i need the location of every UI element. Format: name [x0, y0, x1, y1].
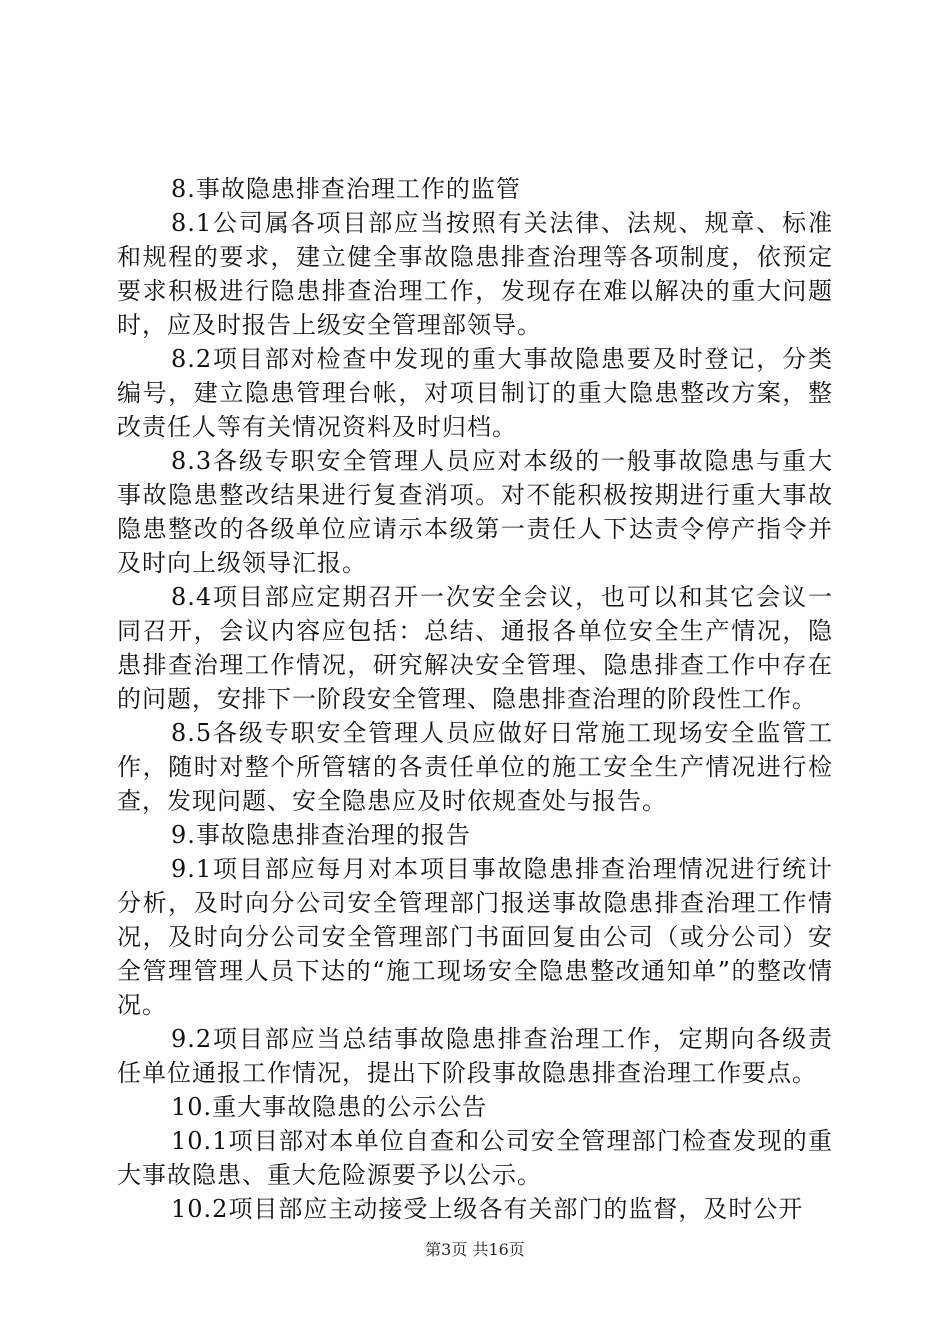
paragraph-10-2: 10.2项目部应主动接受上级各有关部门的监督，及时公开 — [171, 1195, 804, 1223]
section-heading-10: 10.重大事故隐患的公示公告 — [171, 1093, 488, 1121]
page-footer — [0, 1240, 950, 1260]
section-heading-8: 8.事故隐患排查治理工作的监管 — [171, 175, 521, 203]
paragraph-8-5: 8.5各级专职安全管理人员应做好日常施工现场安全监管工作，随时对整个所管辖的各责任单位的施工安全生产情况进行检查，发现问题、安全隐患应及时依规查处与报告。 — [117, 719, 833, 815]
paragraph-9-1: 9.1项目部应每月对本项目事故隐患排查治理情况进行统计分析，及时向分公司安全管理部门报送事故隐患排查治理工作情况，及时向分公司安全管理部门书面回复由公司（或分公司）安全管理管理人员下达的“施工现场安全隐患整改通知单”的整改情况。 — [117, 855, 833, 1019]
paragraph-9-2: 9.2项目部应当总结事故隐患排查治理工作，定期向各级责任单位通报工作情况，提出下阶段事故隐患排查治理工作要点。 — [117, 1025, 833, 1087]
paragraph-8-1: 8.1公司属各项目部应当按照有关法律、法规、规章、标准和规程的要求，建立健全事故隐患排查治理等各项制度，依预定要求积极进行隐患排查治理工作，发现存在难以解决的重大问题时，应及时报告上级安全管理部领导。 — [117, 209, 833, 339]
page-number-label: 第3页 共16页 — [425, 1240, 525, 1259]
paragraph-8-4: 8.4项目部应定期召开一次安全会议，也可以和其它会议一同召开，会议内容应包括：总结、通报各单位安全生产情况，隐患排查治理工作情况，研究解决安全管理、隐患排查工作中存在的问题，安排下一阶段安全管理、隐患排查治理的阶段性工作。 — [117, 583, 833, 713]
document-body — [117, 172, 833, 1226]
section-heading-9: 9.事故隐患排查治理的报告 — [171, 821, 471, 849]
paragraph-8-2: 8.2项目部对检查中发现的重大事故隐患要及时登记，分类编号，建立隐患管理台帐，对项目制订的重大隐患整改方案，整改责任人等有关情况资料及时归档。 — [117, 345, 833, 441]
paragraph-8-3: 8.3各级专职安全管理人员应对本级的一般事故隐患与重大事故隐患整改结果进行复查消项。对不能积极按期进行重大事故隐患整改的各级单位应请示本级第一责任人下达责令停产指令并及时向上级领导汇报。 — [117, 447, 833, 577]
paragraph-10-1: 10.1项目部对本单位自查和公司安全管理部门检查发现的重大事故隐患、重大危险源要予以公示。 — [117, 1127, 833, 1189]
